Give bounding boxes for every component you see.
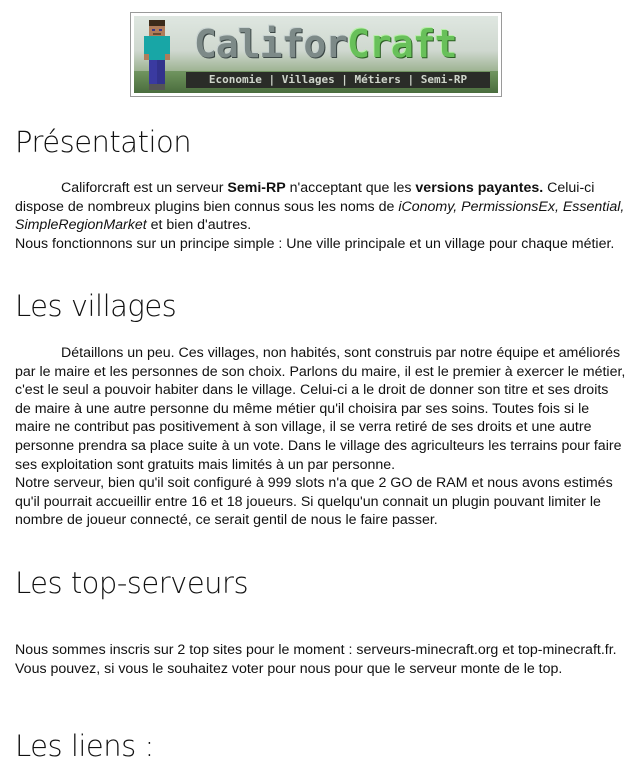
semi-rp-emphasis: Semi-RP bbox=[227, 180, 286, 196]
versions-payantes-emphasis: versions payantes. bbox=[415, 180, 544, 196]
heading-villages: Les villages bbox=[15, 289, 177, 323]
banner bbox=[130, 12, 502, 97]
top-serveurs-paragraph: Nous sommes inscris sur 2 top sites pour le moment : serveurs-minecraft.org et top-minecraft.fr. Vous pouvez, si vous le souhaitez voter pour nous pour que le serveur monte de le top. bbox=[15, 642, 617, 677]
logo-text-califor: Califor bbox=[194, 22, 348, 66]
banner-tagline: Economie | Villages | Métiers | Semi-RP bbox=[186, 72, 490, 88]
logo-text-craft: Craft bbox=[347, 22, 457, 66]
presentation-paragraph: Califorcraft est un serveur Semi-RP n'acceptant que les versions payantes. Celui-ci dispose de nombreux plugins bien connus sous les noms de iConomy, PermissionsEx, Essential, SimpleRegionMarket et bien d'autres. Nous fonctionnons sur un principe simple : Une ville principale et un village pour chaque métier. bbox=[15, 180, 625, 252]
heading-liens: Les liens : bbox=[15, 729, 154, 763]
villages-paragraph bbox=[15, 344, 627, 530]
logo-wordmark bbox=[194, 22, 457, 66]
villages-text: Détaillons un peu. Ces villages, non habités, sont construis par notre équipe et améliorés par le maire et les personnes de son choix. Parlons du maire, il est le premier à exercer le métier, c'est le seul a pouvoir habiter dans le village. Celui-ci a le droit de donner son titre et ses droits de maire à une autre personne du même métier qu'il choisira par ses soins. Toutes fois si le maire ne contribut pas positivement à son village, il se verra retiré de ses droits et une autre personne prendra sa place suite à un vote. Dans le village des agriculteurs les terrains pour faire ses exploitation sont gratuits mais limités à un par personne. bbox=[15, 345, 626, 473]
presentation-principle: Nous fonctionnons sur un principe simple : Une ville principale et un village pour chaque métier. bbox=[15, 235, 615, 252]
heading-top-serveurs: Les top-serveurs bbox=[15, 566, 249, 600]
server-text: Notre serveur, bien qu'il soit configuré à 999 slots n'a que 2 GO de RAM et nous avons estimés qu'il pourrait accueillir entre 16 et 18 joueurs. Si quelqu'un connait un plugin pouvant limiter le nombre de joueur connecté, ce serait gentil de nous le faire passer. bbox=[15, 475, 613, 529]
banner-image bbox=[134, 16, 498, 93]
plugin-names: iConomy, PermissionsEx, Essential, SimpleRegionMarket bbox=[15, 198, 625, 234]
heading-presentation: Présentation bbox=[15, 125, 192, 159]
minecraft-character-icon bbox=[144, 20, 170, 90]
